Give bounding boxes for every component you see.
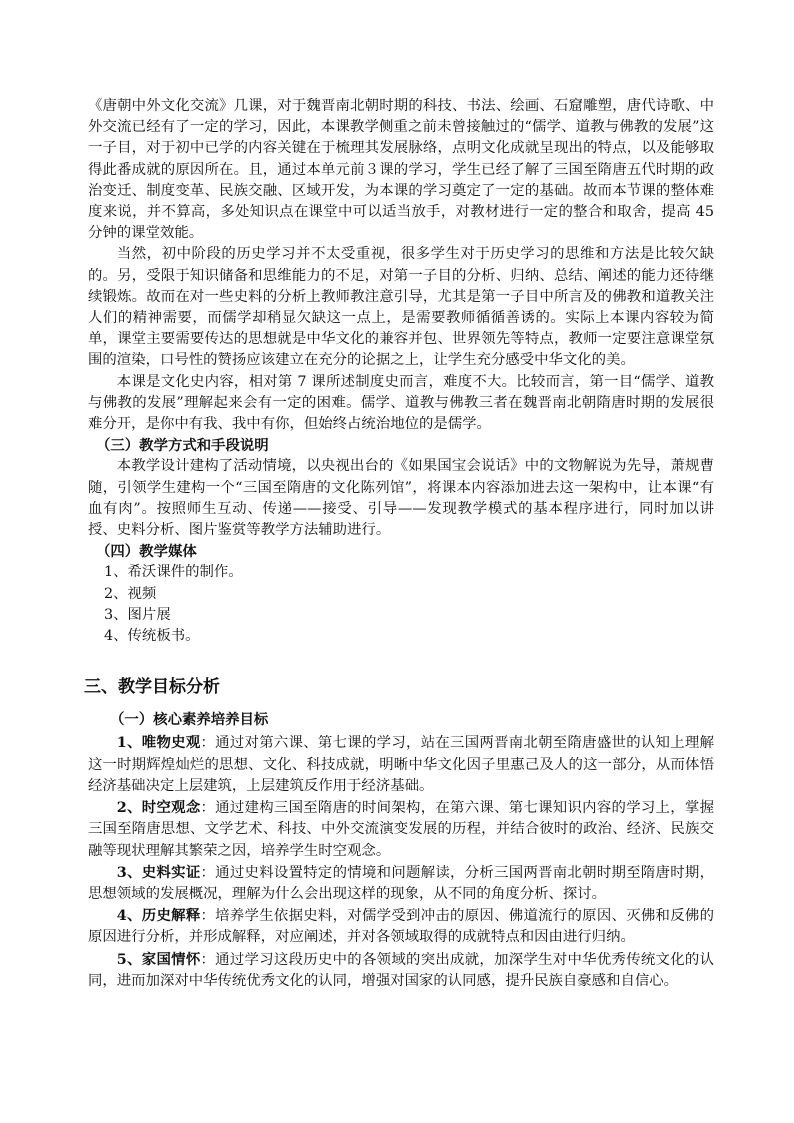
goal-label: 4、历史解释 xyxy=(116,907,201,925)
goal-item xyxy=(88,949,714,992)
goal-text: ：培养学生依据史料，对儒学受到冲击的原因、佛道流行的原因、灭佛和反佛的原因进行分析，并形成解释，对应阐述，并对各领域取得的成就特点和因由进行归纳。 xyxy=(88,908,714,946)
media-item: 1、希沃课件的制作。 xyxy=(104,564,243,581)
heading-media: （四）教学媒体 xyxy=(96,543,197,561)
media-item: 3、图片展 xyxy=(104,606,171,623)
paragraph-student-analysis: 当然，初中阶段的历史学习并不太受重视，很多学生对于历史学习的思维和方法是比较欠缺的。另，受限于知识储备和思维能力的不足，对第一子目的分析、归纳、总结、阐述的能力还待继续锻炼。故而在对一些史料的分析上教师教注意引导，尤其是第一子目中所言及的佛教和道教关注人们的精神需要，而儒学却稍显欠缺这一点上，是需要教师循循善诱的。实际上本课内容较为简单，课堂主要需要传达的思想就是中华文化的兼容并包、世界领先等特点，教师一定要注意课堂氛围的渲染，口号性的赞扬应该建立在充分的论据之上，让学生充分感受中华文化的美。 xyxy=(88,246,714,369)
document-page xyxy=(84,96,714,992)
goal-label: 5、家国情怀 xyxy=(116,950,201,968)
goal-text: ：通过学习这段历史中的各领域的突出成就，加深学生对中华优秀传统文化的认同，进而加深对中华传统优秀文化的认同，增强对国家的认同感，提升民族自豪感和自信心。 xyxy=(88,951,714,989)
paragraph-difficulty: 本课是文化史内容，相对第 7 课所述制度史而言，难度不大。比较而言，第一目“儒学、道教与佛教的发展”理解起来会有一定的困难。儒学、道教与佛教三者在魏晋南北朝隋唐时期的发展很难分开，是你中有我、我中有你，但始终占统治地位的是儒学。 xyxy=(88,373,714,433)
paragraph-methods: 本教学设计建构了活动情境，以央视出台的《如果国宝会说话》中的文物解说为先导，萧规曹随，引领学生建构一个“三国至隋唐的文化陈列馆”，将课本内容添加进去这一架构中，让本课“有血有肉”。按照师生互动、传递——接受、引导——发现教学模式的基本程序进行，同时加以讲授、史料分析、图片鉴赏等教学方法辅助进行。 xyxy=(88,458,714,539)
paragraph-intro: 《唐朝中外文化交流》几课，对于魏晋南北朝时期的科技、书法、绘画、石窟雕塑，唐代诗歌、中外交流已经有了一定的学习，因此，本课教学侧重之前未曾接触过的“儒学、道教与佛教的发展”这一子目，对于初中已学的内容关键在于梳理其发展脉络，点明文化成就呈现出的特点，以及能够取得此番成就的原因所在。且，通过本单元前３课的学习，学生已经了解了三国至隋唐五代时期的政治变迁、制度变革、民族交融、区域开发，为本课的学习奠定了一定的基础。故而本节课的整体难度来说，并不算高，多处知识点在课堂中可以适当放手，对教材进行一定的整合和取舍，提高 45 分钟的课堂效能。 xyxy=(88,98,714,242)
subheading-core-literacy: （一）核心素养培养目标 xyxy=(110,711,269,729)
goal-label: 1、唯物史观 xyxy=(116,734,201,752)
section-heading-goals: 三、教学目标分析 xyxy=(84,677,220,698)
media-item: 4、传统板书。 xyxy=(104,628,200,645)
goal-text: ：通过史料设置特定的情境和问题解读，分析三国两晋南北朝时期至隋唐时期，思想领域的发展概况，理解为什么会出现这样的现象，从不同的角度分析、探讨。 xyxy=(88,864,714,902)
media-item: 2、视频 xyxy=(104,585,157,602)
goal-item xyxy=(88,797,714,862)
goal-text: ：通过对第六课、第七课的学习，站在三国两晋南北朝至隋唐盛世的认知上理解这一时期辉煌灿烂的思想、文化、科技成就，明晰中华文化因子里惠己及人的这一部分，从而体悟经济基础决定上层建筑，上层建筑反作用于经济基础。 xyxy=(88,735,714,794)
goal-item xyxy=(88,732,714,797)
goal-item xyxy=(88,862,714,905)
goal-text: ：通过建构三国至隋唐的时间架构，在第六课、第七课知识内容的学习上，掌握三国至隋唐思想、文学艺术、科技、中外交流演变发展的历程，并结合彼时的政治、经济、民族交融等现状理解其繁荣之因，培养学生时空观念。 xyxy=(88,800,714,859)
goal-item xyxy=(88,905,714,948)
goal-label: 2、时空观念 xyxy=(116,799,201,817)
heading-methods: （三）教学方式和手段说明 xyxy=(96,437,269,455)
goal-label: 3、史料实证 xyxy=(116,863,201,881)
